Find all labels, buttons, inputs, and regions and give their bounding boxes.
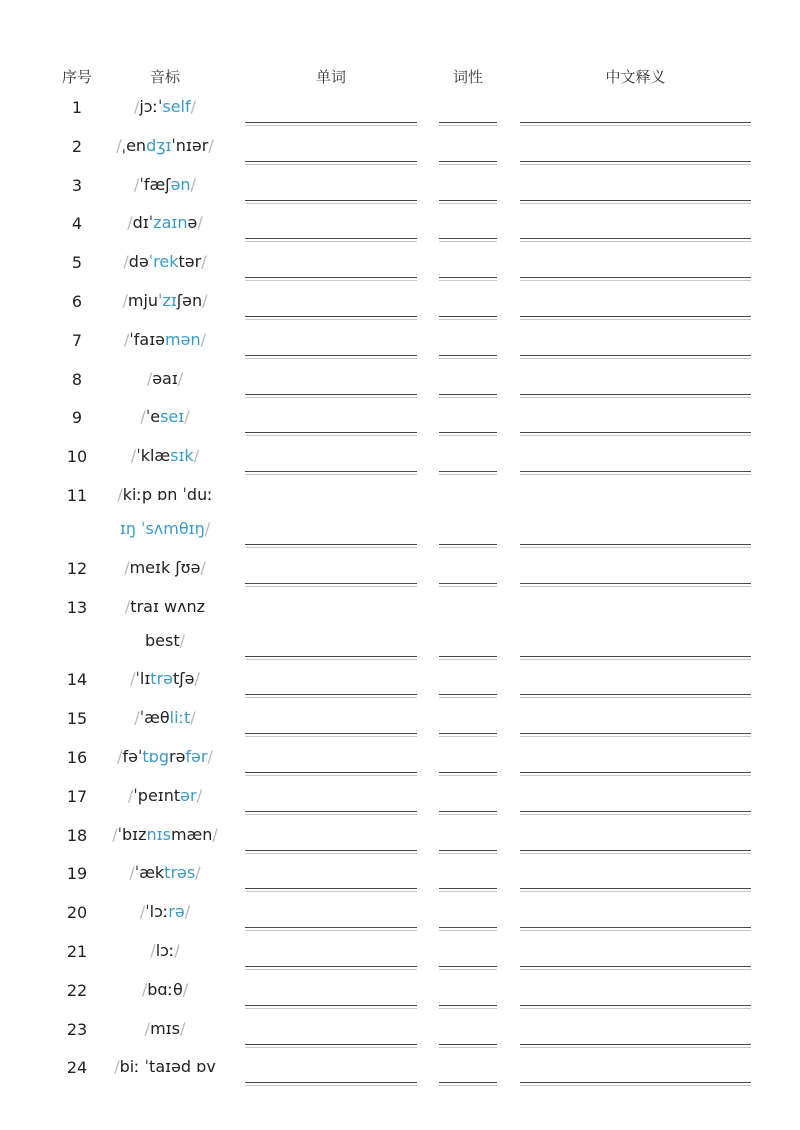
phonetic-line	[110, 590, 220, 624]
phonetic-slash: /	[184, 407, 190, 427]
part-of-speech-blank[interactable]	[439, 656, 497, 660]
phonetic-slash: /	[130, 446, 137, 466]
part-of-speech-blank[interactable]	[439, 394, 497, 398]
phonetic-line	[110, 245, 220, 279]
part-of-speech-blank[interactable]	[439, 1044, 497, 1048]
phonetic-slash: /	[190, 97, 197, 116]
phonetic-slash: /	[197, 213, 203, 233]
phonetic-slash: /	[127, 213, 133, 233]
table-row	[0, 478, 800, 551]
chinese-meaning-blank[interactable]	[520, 316, 751, 320]
row-number: 17	[66, 786, 88, 806]
table-row	[0, 168, 800, 207]
phonetic-transcription	[110, 973, 220, 1007]
phonetic-slash: /	[200, 329, 206, 349]
phonetic-line	[110, 934, 220, 968]
word-blank[interactable]	[245, 583, 417, 587]
phonetic-line	[110, 168, 220, 202]
chinese-meaning-blank[interactable]	[520, 966, 751, 970]
phonetic-segment: tʃə	[173, 669, 195, 689]
phonetic-line	[110, 439, 220, 473]
row-number: 19	[66, 864, 88, 884]
chinese-meaning-blank[interactable]	[520, 161, 751, 165]
phonetic-slash: /	[124, 557, 130, 577]
phonetic-segment: kiːp ɒn ˈduː	[122, 485, 213, 504]
phonetic-slash: /	[177, 368, 184, 388]
phonetic-segment: biː ˈtaɪəd ɒv	[119, 1057, 216, 1077]
phonetic-transcription	[110, 400, 220, 434]
chinese-meaning-blank[interactable]	[520, 122, 751, 126]
phonetic-line	[110, 624, 220, 658]
chinese-meaning-blank[interactable]	[520, 772, 751, 776]
part-of-speech-blank[interactable]	[439, 811, 497, 815]
phonetic-segment: ʃən	[176, 291, 203, 310]
phonetic-stressed-segment: sɪk	[170, 446, 194, 466]
phonetic-line	[110, 818, 220, 852]
phonetic-segment: mæn	[170, 824, 213, 844]
table-row	[0, 895, 800, 934]
phonetic-slash: /	[190, 174, 196, 194]
word-blank[interactable]	[245, 772, 417, 776]
phonetic-stressed-segment: dʒɪ	[146, 135, 172, 155]
phonetic-line	[110, 323, 220, 357]
phonetic-slash: /	[150, 941, 156, 960]
phonetic-slash: /	[184, 902, 191, 922]
phonetic-transcription	[110, 168, 220, 202]
word-blank[interactable]	[245, 161, 417, 165]
word-blank[interactable]	[245, 122, 417, 126]
phonetic-slash: /	[146, 368, 153, 388]
phonetic-transcription	[110, 129, 220, 163]
phonetic-transcription	[110, 779, 220, 813]
phonetic-transcription	[110, 206, 220, 240]
phonetic-transcription	[110, 1050, 220, 1084]
table-row	[0, 245, 800, 284]
row-number: 22	[66, 980, 88, 1000]
word-blank[interactable]	[245, 1044, 417, 1048]
phonetic-segment: best	[145, 630, 180, 650]
chinese-meaning-blank[interactable]	[520, 544, 751, 548]
phonetic-transcription	[110, 551, 220, 585]
phonetic-slash: /	[122, 291, 128, 310]
phonetic-segment: əaɪ	[152, 368, 178, 388]
phonetic-stressed-segment: liːt	[169, 708, 191, 728]
row-number: 8	[71, 369, 83, 389]
phonetic-stressed-segment: ən	[170, 174, 191, 194]
phonetic-stressed-segment: tɒg	[142, 747, 169, 766]
part-of-speech-blank[interactable]	[439, 772, 497, 776]
part-of-speech-blank[interactable]	[439, 200, 497, 204]
phonetic-slash: /	[200, 557, 206, 577]
phonetic-slash: /	[133, 97, 140, 116]
phonetic-line	[110, 512, 220, 546]
table-row	[0, 779, 800, 818]
chinese-meaning-blank[interactable]	[520, 277, 751, 281]
table-row	[0, 400, 800, 439]
phonetic-segment: də	[128, 252, 149, 272]
table-row	[0, 740, 800, 779]
phonetic-slash: /	[190, 708, 196, 728]
table-row	[0, 973, 800, 1012]
chinese-meaning-blank[interactable]	[520, 694, 751, 698]
phonetic-line	[110, 1012, 220, 1046]
chinese-meaning-blank[interactable]	[520, 238, 751, 242]
row-number: 20	[66, 903, 88, 923]
part-of-speech-blank[interactable]	[439, 1005, 497, 1009]
phonetic-slash: /	[202, 291, 208, 310]
header-chinese-meaning: 中文释义	[605, 68, 666, 86]
part-of-speech-blank[interactable]	[439, 122, 497, 126]
phonetic-transcription	[110, 362, 220, 396]
table-row	[0, 590, 800, 663]
row-number: 13	[66, 597, 88, 617]
part-of-speech-blank[interactable]	[439, 694, 497, 698]
phonetic-slash: /	[114, 1057, 120, 1077]
row-number: 6	[71, 292, 83, 311]
phonetic-slash: /	[124, 329, 130, 349]
table-row	[0, 934, 800, 973]
table-row	[0, 362, 800, 401]
phonetic-stressed-segment: fər	[185, 747, 208, 766]
part-of-speech-blank[interactable]	[439, 583, 497, 587]
table-row	[0, 129, 800, 168]
table-row	[0, 323, 800, 362]
chinese-meaning-blank[interactable]	[520, 850, 751, 854]
phonetic-segment: ˈæθ	[139, 708, 170, 728]
part-of-speech-blank[interactable]	[439, 238, 497, 242]
phonetic-slash: /	[195, 863, 201, 883]
table-row	[0, 856, 800, 895]
part-of-speech-blank[interactable]	[439, 355, 497, 359]
part-of-speech-blank[interactable]	[439, 277, 497, 281]
row-number: 21	[66, 942, 88, 961]
word-blank[interactable]	[245, 811, 417, 815]
header-number: 序号	[61, 68, 92, 86]
phonetic-slash: /	[179, 1018, 186, 1038]
word-blank[interactable]	[245, 656, 417, 660]
word-blank[interactable]	[245, 432, 417, 436]
phonetic-line	[110, 129, 220, 163]
chinese-meaning-blank[interactable]	[520, 811, 751, 815]
chinese-meaning-blank[interactable]	[520, 471, 751, 475]
row-number: 1	[71, 98, 83, 117]
phonetic-stressed-segment: ˈrek	[148, 252, 179, 272]
row-number: 18	[66, 825, 88, 845]
word-blank[interactable]	[245, 200, 417, 204]
phonetic-slash: /	[116, 135, 122, 155]
table-row	[0, 818, 800, 857]
row-number: 12	[66, 558, 88, 578]
phonetic-segment: ˈlɔː	[145, 902, 169, 922]
phonetic-line	[110, 740, 220, 774]
word-blank[interactable]	[245, 471, 417, 475]
part-of-speech-blank[interactable]	[439, 850, 497, 854]
phonetic-transcription	[110, 934, 220, 968]
phonetic-stressed-segment: zaɪn	[153, 213, 188, 233]
word-blank[interactable]	[245, 1082, 417, 1086]
phonetic-segment: lɔː	[155, 941, 175, 960]
table-row	[0, 1050, 800, 1089]
part-of-speech-blank[interactable]	[439, 161, 497, 165]
row-number: 5	[71, 253, 83, 273]
chinese-meaning-blank[interactable]	[520, 656, 751, 660]
phonetic-line	[110, 662, 220, 696]
phonetic-segment: jɔːˈ	[139, 97, 163, 116]
phonetic-slash: /	[208, 135, 214, 155]
phonetic-segment: traɪ wʌnz	[130, 596, 206, 616]
phonetic-stressed-segment: ˈzɪ	[158, 291, 177, 310]
part-of-speech-blank[interactable]	[439, 888, 497, 892]
phonetic-slash: /	[139, 902, 146, 922]
phonetic-slash: /	[129, 863, 135, 883]
word-blank[interactable]	[245, 238, 417, 242]
phonetic-transcription	[110, 478, 220, 546]
word-blank[interactable]	[245, 544, 417, 548]
phonetic-segment: bɑːθ	[147, 979, 183, 999]
phonetic-transcription	[110, 895, 220, 929]
phonetic-segment: tər	[178, 252, 202, 272]
phonetic-slash: /	[194, 669, 200, 689]
phonetic-segment: ˈlɪ	[135, 669, 151, 689]
phonetic-slash: /	[130, 669, 136, 689]
phonetic-slash: /	[201, 252, 207, 272]
table-row	[0, 701, 800, 740]
phonetic-slash: /	[117, 485, 123, 504]
phonetic-stressed-segment: mən	[165, 329, 201, 349]
phonetic-line	[110, 90, 220, 124]
table-row	[0, 662, 800, 701]
phonetic-line	[110, 1050, 220, 1084]
phonetic-segment: ˌen	[121, 135, 147, 155]
phonetic-transcription	[110, 90, 220, 124]
row-number: 10	[66, 447, 88, 467]
part-of-speech-blank[interactable]	[439, 1082, 497, 1086]
phonetic-slash: /	[174, 941, 180, 960]
phonetic-transcription	[110, 740, 220, 774]
table-row	[0, 206, 800, 245]
part-of-speech-blank[interactable]	[439, 316, 497, 320]
phonetic-transcription	[110, 323, 220, 357]
word-blank[interactable]	[245, 966, 417, 970]
phonetic-line	[110, 206, 220, 240]
phonetic-slash: /	[134, 174, 140, 194]
word-blank[interactable]	[245, 316, 417, 320]
phonetic-segment: ˈnɪər	[171, 135, 209, 155]
row-number: 11	[66, 486, 88, 505]
chinese-meaning-blank[interactable]	[520, 888, 751, 892]
phonetic-slash: /	[112, 824, 118, 844]
part-of-speech-blank[interactable]	[439, 544, 497, 548]
word-blank[interactable]	[245, 733, 417, 737]
phonetic-segment: meɪk ʃʊə	[129, 557, 201, 577]
phonetic-segment: mju	[127, 291, 159, 310]
header-word: 单词	[315, 68, 346, 86]
row-number: 15	[66, 709, 88, 729]
row-number: 4	[71, 214, 83, 234]
phonetic-transcription	[110, 245, 220, 279]
chinese-meaning-blank[interactable]	[520, 1005, 751, 1009]
chinese-meaning-blank[interactable]	[520, 200, 751, 204]
chinese-meaning-blank[interactable]	[520, 583, 751, 587]
word-blank[interactable]	[245, 888, 417, 892]
part-of-speech-blank[interactable]	[439, 927, 497, 931]
phonetic-slash: /	[117, 747, 123, 766]
phonetic-segment: rə	[168, 747, 186, 766]
word-blank[interactable]	[245, 394, 417, 398]
phonetic-slash: /	[141, 979, 148, 999]
phonetic-stressed-segment: ɪŋ ˈsʌmθɪŋ	[119, 519, 205, 538]
part-of-speech-blank[interactable]	[439, 733, 497, 737]
phonetic-slash: /	[123, 252, 129, 272]
table-row	[0, 1012, 800, 1051]
phonetic-segment: ˈklæ	[136, 446, 171, 466]
phonetic-segment: ˈfaɪə	[129, 329, 166, 349]
word-blank[interactable]	[245, 1005, 417, 1009]
chinese-meaning-blank[interactable]	[520, 355, 751, 359]
chinese-meaning-blank[interactable]	[520, 927, 751, 931]
phonetic-line	[110, 400, 220, 434]
phonetic-line	[110, 551, 220, 585]
phonetic-stressed-segment: trə	[150, 669, 173, 689]
row-number: 3	[71, 175, 83, 195]
word-blank[interactable]	[245, 850, 417, 854]
phonetic-slash: /	[140, 407, 146, 427]
phonetic-stressed-segment: seɪ	[160, 407, 185, 427]
phonetic-line	[110, 973, 220, 1007]
phonetic-transcription	[110, 590, 220, 658]
word-blank[interactable]	[245, 277, 417, 281]
row-number: 24	[66, 1058, 88, 1078]
row-number: 9	[71, 408, 83, 428]
header-part-of-speech: 词性	[452, 68, 483, 86]
chinese-meaning-blank[interactable]	[520, 1044, 751, 1048]
phonetic-transcription	[110, 1012, 220, 1046]
table-row	[0, 439, 800, 478]
phonetic-line	[110, 284, 220, 318]
phonetic-transcription	[110, 856, 220, 890]
phonetic-stressed-segment: ər	[180, 785, 197, 805]
phonetic-transcription	[110, 701, 220, 735]
phonetic-slash: /	[193, 446, 200, 466]
phonetic-transcription	[110, 818, 220, 852]
chinese-meaning-blank[interactable]	[520, 432, 751, 436]
phonetic-segment: ˈe	[145, 407, 161, 427]
phonetic-segment: ˈpeɪnt	[133, 785, 181, 805]
row-number: 23	[66, 1019, 88, 1039]
phonetic-line	[110, 701, 220, 735]
phonetic-slash: /	[124, 596, 131, 616]
phonetic-slash: /	[196, 785, 202, 805]
phonetic-stressed-segment: trəs	[164, 863, 196, 883]
phonetic-segment: ˈbɪz	[117, 824, 147, 844]
phonetic-slash: /	[134, 708, 140, 728]
phonetic-line	[110, 856, 220, 890]
phonetic-slash: /	[144, 1018, 151, 1038]
phonetic-line	[110, 895, 220, 929]
phonetic-line	[110, 362, 220, 396]
phonetic-segment: ə	[187, 213, 198, 233]
chinese-meaning-blank[interactable]	[520, 1082, 751, 1086]
header-phonetic: 音标	[149, 68, 180, 86]
phonetic-segment: ˈæk	[134, 863, 165, 883]
chinese-meaning-blank[interactable]	[520, 394, 751, 398]
word-blank[interactable]	[245, 694, 417, 698]
phonetic-segment: mɪs	[150, 1018, 180, 1038]
phonetic-transcription	[110, 439, 220, 473]
chinese-meaning-blank[interactable]	[520, 733, 751, 737]
phonetic-line	[110, 478, 220, 512]
table-row	[0, 551, 800, 590]
phonetic-slash: /	[207, 747, 213, 766]
table-row	[0, 90, 800, 129]
phonetic-slash: /	[212, 824, 218, 844]
row-number: 2	[71, 136, 83, 156]
table-row	[0, 284, 800, 323]
word-blank[interactable]	[245, 355, 417, 359]
phonetic-segment: ˈfæʃ	[139, 174, 171, 194]
part-of-speech-blank[interactable]	[439, 966, 497, 970]
phonetic-stressed-segment: self	[162, 97, 191, 116]
phonetic-segment: fəˈ	[122, 747, 143, 766]
row-number: 7	[71, 330, 83, 350]
phonetic-slash: /	[179, 630, 185, 650]
phonetic-line	[110, 779, 220, 813]
phonetic-slash: /	[182, 979, 189, 999]
part-of-speech-blank[interactable]	[439, 432, 497, 436]
phonetic-stressed-segment: nɪs	[146, 824, 171, 844]
row-number: 14	[66, 670, 88, 690]
phonetic-stressed-segment: rə	[168, 902, 185, 922]
phonetic-transcription	[110, 284, 220, 318]
word-blank[interactable]	[245, 927, 417, 931]
part-of-speech-blank[interactable]	[439, 471, 497, 475]
phonetic-transcription	[110, 662, 220, 696]
phonetic-slash: /	[204, 519, 211, 538]
row-number: 16	[66, 748, 88, 767]
phonetic-slash: /	[128, 785, 134, 805]
phonetic-segment: dɪˈ	[132, 213, 154, 233]
